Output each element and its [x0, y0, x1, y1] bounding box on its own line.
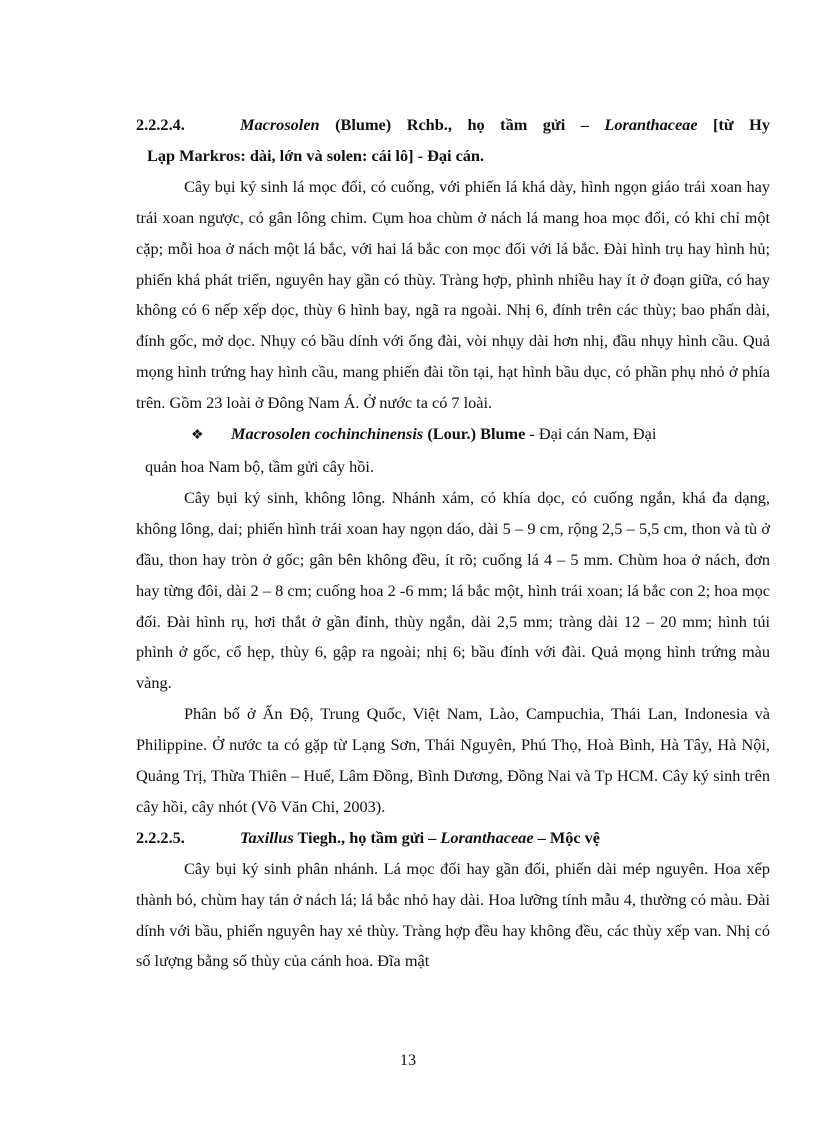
- species-description-paragraph: Cây bụi ký sinh, không lông. Nhánh xám, có khía dọc, có cuống ngắn, khá đa dạng, không lông, dai; phiến hình trái xoan hay ngọn dáo, dài 5 – 9 cm, rộng 2,5 – 5,5 cm, thon và tù ở đầu, thon hay tròn ở gốc; gân bên không đều, ít rõ; cuống lá 4 – 5 mm. Chùm hoa ở nách, đơn hay từng đôi, dài 2 – 8 cm; cuống hoa 2 -6 mm; lá bắc một, hình trái xoan; lá bắc con 2; hoa mọc đối. Đài hình rụ, hơi thắt ở gần đỉnh, thùy ngắn, dài 2,5 mm; tràng dài 12 – 20 mm; hình túi phình ở gốc, cổ hẹp, thùy 6, gập ra ngoài; nhị 6; bầu đính với đài. Quả mọng hình trứng màu vàng.: [136, 487, 770, 693]
- section-heading-2-2-2-5: [136, 823, 770, 854]
- family-name: Loranthaceae: [440, 827, 534, 847]
- species-author: (Lour.) Blume: [423, 424, 526, 444]
- section-title: [240, 823, 770, 854]
- author-family-prefix: (Blume) Rchb., họ tầm gửi –: [319, 115, 605, 134]
- section-title-continued: Lạp Markros: dài, lớn và solen: cái lô] - Đại cán.: [147, 145, 485, 165]
- title-rest: [từ Hy: [697, 115, 770, 134]
- section-number: 2.2.2.4.: [136, 115, 185, 134]
- family-name: Loranthaceae: [604, 115, 698, 134]
- species-entry: [136, 419, 770, 452]
- author-family-prefix: Tiegh., họ tầm gửi –: [293, 827, 441, 847]
- section-number: 2.2.2.5.: [136, 827, 185, 847]
- page-body: [136, 110, 770, 977]
- genus-description-paragraph: Cây bụi ký sinh lá mọc đối, có cuống, với phiến lá khá dày, hình ngọn giáo trái xoan hay trái xoan ngược, có gân lông chim. Cụm hoa chùm ở nách lá mang hoa mọc đối, có khi chỉ một cặp; mỗi hoa ở nách một lá bắc, với hai lá bắc con mọc đối với lá bắc. Đài hình trụ hay hình hủ; phiến khá phát triển, nguyên hay gần có thùy. Tràng hợp, phình nhiều hay ít ở đoạn giữa, có hay không có 6 nếp xếp dọc, thùy 6 hình bay, ngã ra ngoài. Nhị 6, đính trên các thùy; bao phấn dài, đính gốc, mở dọc. Nhụy có bầu dính với ống đài, vòi nhụy dài hơn nhị, đầu nhụy hình cầu. Quả mọng hình trứng hay hình cầu, mang phiến đài tồn tại, hạt hình bầu dục, có phần phụ nhỏ ở phía trên. Gồm 23 loài ở Đông Nam Á. Ở nước ta có 7 loài.: [136, 176, 770, 413]
- section-title: [240, 110, 770, 141]
- section-heading-2-2-2-4: [136, 110, 770, 141]
- taxillus-description-paragraph: Cây bụi ký sinh phân nhánh. Lá mọc đối hay gần đối, phiến dài mép nguyên. Hoa xếp thành bó, chùm hay tán ở nách lá; lá bắc nhỏ hay dài. Hoa lưỡng tính mẫu 4, thường có màu. Đài dính với bầu, phiến nguyên hay xẻ thùy. Tràng hợp đều hay không đều, các thùy xếp van. Nhị có số lượng bằng số thùy của cánh hoa. Đĩa mật: [136, 858, 770, 971]
- distribution-paragraph: Phân bố ở Ấn Độ, Trung Quốc, Việt Nam, Lào, Campuchia, Thái Lan, Indonesia và Philippine. Ở nước ta có gặp từ Lạng Sơn, Thái Nguyên, Phú Thọ, Hoà Bình, Hà Tây, Hà Nội, Quảng Trị, Thừa Thiên – Huế, Lâm Đồng, Bình Dương, Đồng Nai và Tp HCM. Cây ký sinh trên cây hồi, cây nhót (Võ Văn Chi, 2003).: [136, 704, 770, 816]
- genus-name: Taxillus: [240, 827, 294, 847]
- page-number: 13: [399, 1050, 417, 1069]
- species-common-names: - Đại cán Nam, Đại: [525, 424, 657, 444]
- species-name: Macrosolen cochinchinensis: [231, 424, 424, 444]
- title-suffix: – Mộc vệ: [533, 827, 600, 847]
- species-common-names-continued: quản hoa Nam bộ, tầm gửi cây hồi.: [145, 456, 375, 476]
- diamond-bullet-icon: ❖: [191, 428, 204, 444]
- genus-name: Macrosolen: [240, 115, 320, 134]
